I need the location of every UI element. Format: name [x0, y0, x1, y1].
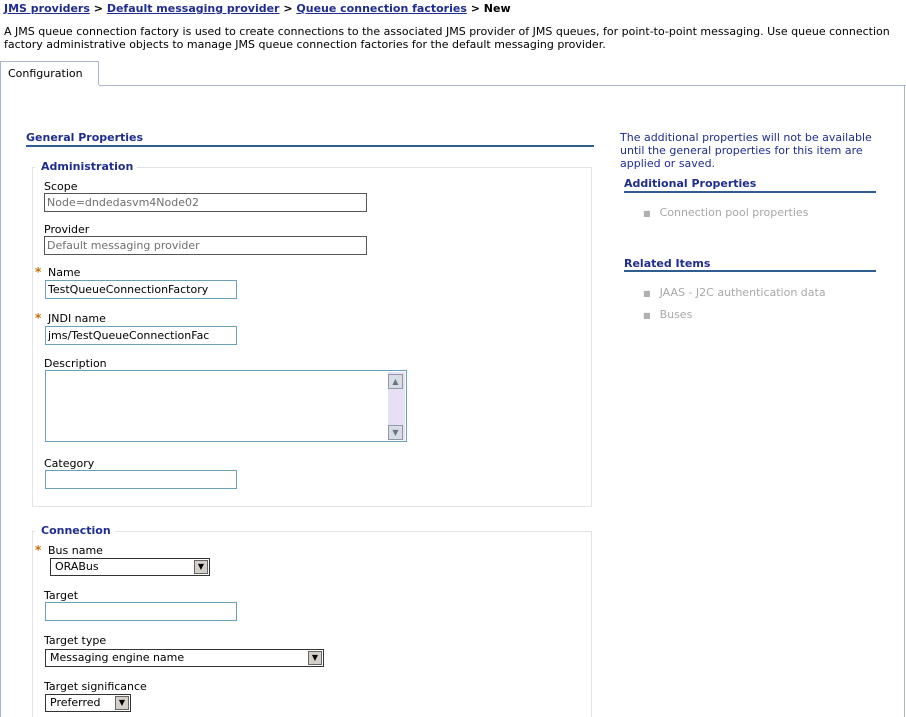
scroll-down-icon[interactable]: ▼ [388, 425, 403, 440]
required-indicator: * [35, 311, 42, 325]
breadcrumb-separator: > [470, 2, 480, 15]
bullet-icon: ■ [643, 289, 651, 298]
bullet-icon: ■ [643, 209, 651, 218]
breadcrumb-default-messaging-provider[interactable]: Default messaging provider [106, 2, 280, 15]
page-description: A JMS queue connection factory is used to create connections to the associated JMS provider of JMS queues, for point-to-point messaging. Use queue connection factory administrative objects to manage JMS queue connection factories for the default messaging provider. [4, 25, 890, 51]
buses-link: ■ Buses [643, 308, 693, 321]
panel-border-right [904, 85, 905, 717]
target-significance-label: Target significance [44, 680, 147, 693]
bus-name-label: Bus name [48, 544, 103, 557]
connection-pool-properties-link: ■ Connection pool properties [643, 206, 809, 219]
description-scrollbar[interactable] [388, 372, 405, 440]
connection-legend: Connection [35, 524, 115, 537]
description-textarea[interactable] [45, 370, 407, 442]
required-indicator: * [35, 543, 42, 557]
administration-legend: Administration [35, 160, 137, 173]
breadcrumb-jms-providers[interactable]: JMS providers [4, 2, 90, 15]
breadcrumb-separator: > [93, 2, 103, 15]
bus-name-value: ORABus [55, 560, 99, 573]
name-label: Name [48, 266, 81, 279]
name-input[interactable]: TestQueueConnectionFactory [45, 280, 237, 299]
category-label: Category [44, 457, 95, 470]
additional-properties-title: Additional Properties [624, 177, 757, 190]
required-indicator: * [35, 265, 42, 279]
description-label: Description [44, 357, 107, 370]
chevron-down-icon[interactable]: ▼ [308, 651, 322, 665]
scroll-up-icon[interactable]: ▲ [388, 374, 403, 389]
target-input[interactable] [45, 602, 237, 621]
target-type-value: Messaging engine name [50, 651, 185, 664]
target-significance-select[interactable] [45, 694, 131, 712]
tab-configuration[interactable]: Configuration [0, 61, 99, 85]
related-items-title: Related Items [624, 257, 711, 270]
bus-name-select[interactable] [50, 558, 210, 576]
additional-properties-note: The additional properties will not be available until the general properties for this item are applied or saved. [620, 131, 872, 170]
additional-properties-rule [624, 191, 876, 193]
chevron-down-icon[interactable]: ▼ [194, 560, 208, 574]
breadcrumb [4, 2, 511, 15]
breadcrumb-separator: > [283, 2, 293, 15]
bullet-icon: ■ [643, 311, 651, 320]
target-type-label: Target type [44, 634, 107, 647]
category-input[interactable] [45, 470, 237, 489]
jaas-authentication-data-link: ■ JAAS - J2C authentication data [643, 286, 826, 299]
general-properties-rule [26, 145, 594, 147]
general-properties-title: General Properties [26, 131, 144, 144]
target-label: Target [44, 589, 79, 602]
provider-field: Default messaging provider [44, 236, 367, 255]
scope-field: Node=dndedasvm4Node02 [44, 193, 367, 212]
provider-label: Provider [44, 223, 90, 236]
breadcrumb-current: New [483, 2, 511, 15]
panel-border-left [0, 85, 1, 717]
target-type-select[interactable] [45, 649, 324, 667]
related-items-rule [624, 270, 876, 272]
scope-label: Scope [44, 180, 78, 193]
tab-divider [99, 85, 906, 86]
breadcrumb-queue-connection-factories[interactable]: Queue connection factories [296, 2, 467, 15]
target-significance-value: Preferred [50, 696, 101, 709]
jndi-name-input[interactable]: jms/TestQueueConnectionFac [45, 326, 237, 345]
jndi-name-label: JNDI name [48, 312, 106, 325]
chevron-down-icon[interactable]: ▼ [115, 696, 129, 710]
